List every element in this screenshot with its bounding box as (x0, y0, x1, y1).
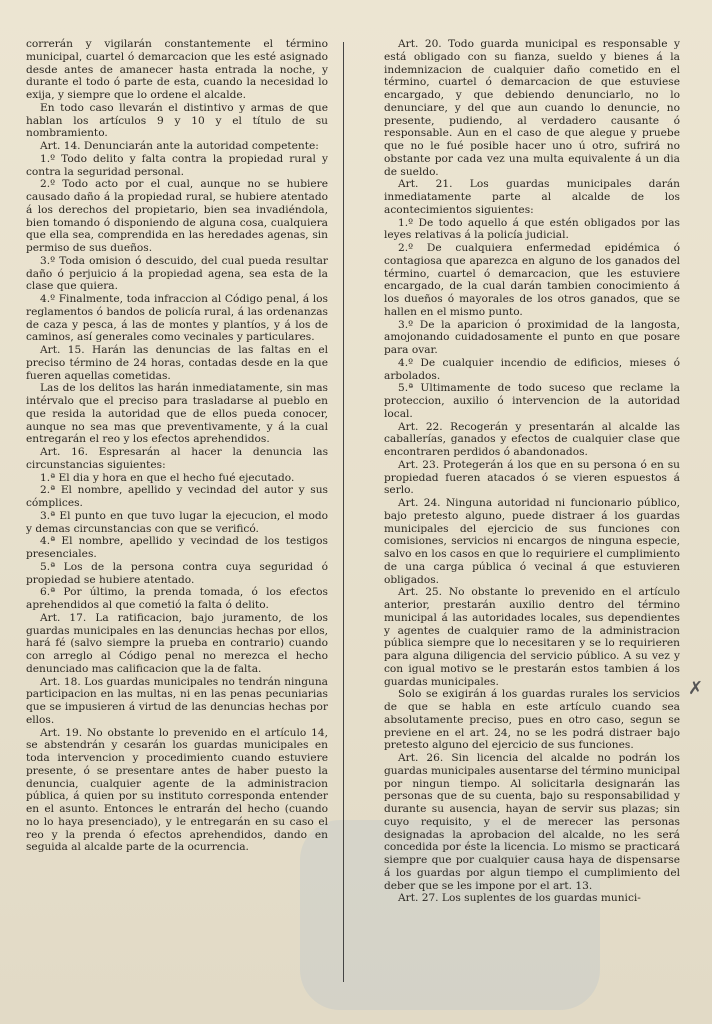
paragraph: 5.ª Ultimamente de todo suceso que reclame la proteccion, auxilio ó intervencion de la autoridad local. (384, 382, 680, 420)
paragraph: 5.ª Los de la persona contra cuya seguridad ó propiedad se hubiere atentado. (26, 560, 328, 586)
paragraph: Art. 20. Todo guarda municipal es responsable y está obligado con su fianza, sueldo y bienes á la indemnizacion de cualquier daño cometido en el término, cuartel ó demarcacion de que estuviese encargado, y que debiendo denunciarlo, no lo denunciare, y del que aun cuando lo denuncie, no presente, pudiendo, al verdadero causante ó responsable. Aun en el caso de que alegue y pruebe que no le fué posible hacer uno ú otro, sufrirá no obstante por cada vez una multa equivalente á un dia de sueldo. (384, 38, 680, 178)
margin-mark: ✗ (688, 678, 704, 699)
paragraph: Art. 15. Harán las denuncias de las faltas en el preciso término de 24 horas, contadas desde en la que fueren aquellas cometidas. (26, 344, 328, 382)
paragraph: 4.º Finalmente, toda infraccion al Código penal, á los reglamentos ó bandos de policía rural, á las ordenanzas de caza y pesca, á las de montes y plantíos, y á los de caminos, así generales como vecinales y particulares. (26, 293, 328, 344)
paragraph: 6.ª Por último, la prenda tomada, ó los efectos aprehendidos al que cometió la falta ó delito. (26, 586, 328, 611)
paragraph: Las de los delitos las harán inmediatamente, sin mas intérvalo que el preciso para trasladarse al pueblo en que resida la autoridad que de ellos pueda conocer, aunque no sea mas que preventivamente, y á la cual entregarán el reo y los efectos aprehendidos. (26, 382, 328, 446)
paragraph: Art. 27. Los suplentes de los guardas munici- (398, 892, 641, 905)
paragraph: Art. 16. Espresarán al hacer la denuncia las circunstancias siguientes: (26, 446, 328, 471)
paragraph: Art. 21. Los guardas municipales darán inmediatamente parte al alcalde de los acontecimientos siguientes: (384, 178, 680, 216)
paragraph: 2.º Todo acto por el cual, aunque no se hubiere causado daño á la propiedad rural, se hubiere atentado á los derechos del propietario, bien sea invadiéndola, bien tomando ó disponiendo de alguna cosa, cualquiera que ella sea, comprendida en las heredades agenas, sin permiso de sus dueños. (26, 178, 328, 254)
paragraph: Art. 14. Denunciarán ante la autoridad competente: (40, 140, 319, 152)
column-divider (343, 42, 344, 982)
paragraph: 2.º De cualquiera enfermedad epidémica ó contagiosa que aparezca en alguno de los ganados del término, cuartel ó demarcacion, que les estuviere encargado, de la cual darán tambien conocimiento á los dueños ó mayorales de los otros ganados, que se hallen en el mismo punto. (384, 242, 680, 318)
paragraph: Art. 23. Protegerán á los que en su persona ó en su propiedad fueren atacados ó se vieren espuestos á serlo. (384, 458, 680, 497)
paragraph: Art. 24. Ninguna autoridad ni funcionario público, bajo pretesto alguno, puede distraer á los guardas municipales del ejercicio de sus funciones con comisiones, servicios ni encargos de ninguna especie, salvo en los casos en que lo requiriere el cumplimiento de una carga pública ó vecinal á que estuvieren obligados. (384, 497, 680, 586)
left-text-column (26, 38, 328, 854)
paragraph: 3.º Toda omision ó descuido, del cual pueda resultar daño ó perjuicio á la propiedad agena, sea esta de la clase que quiera. (26, 254, 328, 293)
paragraph: Art. 25. No obstante lo prevenido en el artículo anterior, prestarán auxilio dentro del término municipal á las autoridades locales, sus dependientes y agentes de cualquier ramo de la administracion pública siempre que lo necesitaren y se lo requirieren para alguna diligencia del servicio público. A su vez y con igual motivo se le prestarán estos tambien á los guardas municipales. (384, 586, 680, 688)
paragraph: 1.º Todo delito y falta contra la propiedad rural y contra la seguridad personal. (26, 152, 328, 178)
right-text-column (384, 38, 680, 905)
paragraph: correrán y vigilarán constantemente el término municipal, cuartel ó demarcacion que les esté asignado desde antes de amanecer hasta entrada la noche, y durante el todo ó parte de esta, cuando la necesidad lo exija, y siempre que lo ordene el alcalde. (26, 38, 328, 101)
paragraph: Art. 19. No obstante lo prevenido en el artículo 14, se abstendrán y cesarán los guardas municipales en toda intervencion y procedimiento cuando estuviere presente, ó se presentare antes de haber puesto la denuncia, cualquier agente de la administracion pública, á quien por su instituto corresponda entender en el asunto. Entonces le entrarán del hecho (cuando no lo haya presenciado), y le entregarán en su caso el reo y la prenda ó efectos aprehendidos, dando en seguida al alcalde parte de la ocurrencia. (26, 726, 328, 854)
paragraph: Art. 26. Sin licencia del alcalde no podrán los guardas municipales ausentarse del término municipal por ningun tiempo. Al solicitarla designarán las personas que de su cuenta, bajo su responsabilidad y durante su ausencia, hayan de servir sus plazas; sin cuyo requisito, y el de merecer las personas designadas la aprobacion del alcalde, no les será concedida por éste la licencia. Lo mismo se practicará siempre que por cualquier causa haya de dispensarse á los guardas por algun tiempo el cumplimiento del deber que se les impone por el art. 13. (384, 752, 680, 892)
paragraph: Art. 18. Los guardas municipales no tendrán ninguna participacion en las multas, ni en las penas pecuniarias que se impusieren á virtud de las denuncias hechas por ellos. (26, 675, 328, 726)
paragraph: Solo se exigirán á los guardas rurales los servicios de que se habla en este artículo cuando sea absolutamente preciso, pues en otro caso, segun se previene en el art. 24, no se les podrá distraer bajo pretesto alguno del ejercicio de sus funciones. (384, 688, 680, 752)
paragraph: Art. 22. Recogerán y presentarán al alcalde las caballerías, ganados y efectos de cualquier clase que encontraren perdidos ó abandonados. (384, 420, 680, 458)
paragraph: 3.º De la aparicion ó proximidad de la langosta, amojonando cuidadosamente el punto en que posare para ovar. (384, 318, 680, 356)
paragraph: 4.ª El nombre, apellido y vecindad de los testigos presenciales. (26, 535, 328, 560)
paragraph: 2.ª El nombre, apellido y vecindad del autor y sus cómplices. (26, 484, 328, 509)
paragraph: 3.ª El punto en que tuvo lugar la ejecucion, el modo y demas circunstancias con que se verificó. (26, 509, 328, 535)
paragraph: 4.º De cualquier incendio de edificios, mieses ó arbolados. (384, 356, 680, 382)
paragraph: Art. 17. La ratificacion, bajo juramento, de los guardas municipales en las denuncias hechas por ellos, hará fé (salvo siempre la prueba en contrario) cuando con arreglo al Código penal no merezca el hecho denunciado mas calificacion que la de falta. (26, 611, 328, 675)
paragraph: 1.ª El dia y hora en que el hecho fué ejecutado. (40, 471, 295, 484)
paragraph: 1.º De todo aquello á que estén obligados por las leyes relativas á la policía judicial. (384, 216, 680, 242)
paragraph: En todo caso llevarán el distintivo y armas de que hablan los artículos 9 y 10 y el título de su nombramiento. (26, 101, 328, 140)
